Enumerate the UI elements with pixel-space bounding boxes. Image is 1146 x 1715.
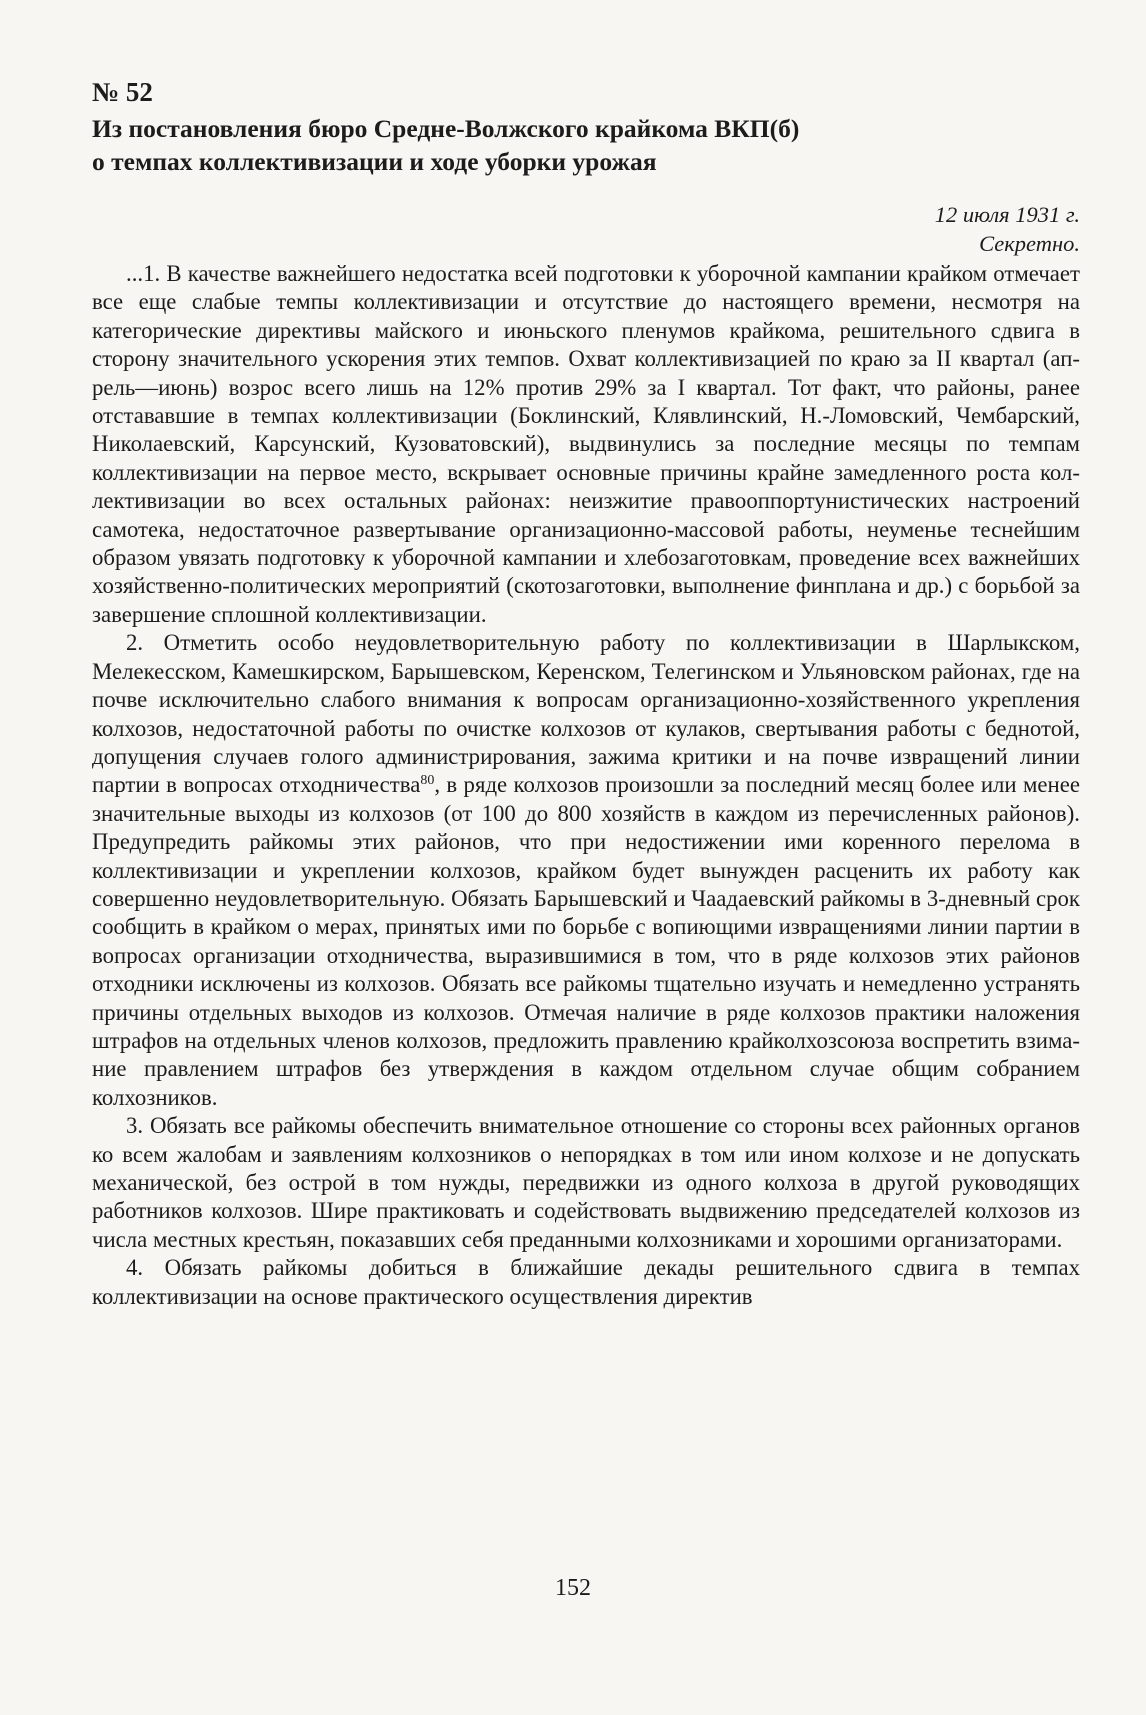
document-title bbox=[92, 112, 1080, 178]
paragraph-3: 3. Обязать все райкомы обеспечить внимательное отношение со стороны всех районных органов ко всем жалобам и заявлениям колхозников о непорядках в том или ином колхозе и не допускать механической, без острой в том нужды, передвижки из одного колхоза в другой руководящих работников колхозов. Шире практиковать и содействовать выдвижению председателей колхозов из числа местных крестьян, показавших себя преданными колхозниками и хорошими организаторами. bbox=[92, 1113, 1080, 1252]
page-number: 152 bbox=[555, 1575, 591, 1601]
paragraph-2-part-1: 2. Отметить особо неудовлетворительную работу по коллективизации в Шарлыкском, Мелекесском, Камешкирском, Барышевском, Керенском, Телегинском и Ульяновском районах, где на почве исключительно слабого внимания к вопросам организационно-хозяйственного укрепления колхозов, недостаточной работы по очистке колхозов от кулаков, свертывания работы с беднотой, допущения случаев голого администрирования, зажима критики и на почве извращений линии партии в вопросах отходничества bbox=[92, 630, 1080, 798]
document-page bbox=[92, 76, 1080, 1311]
document-number: № 52 bbox=[92, 77, 153, 107]
document-title-line-1: Из постановления бюро Средне-Волжского крайкома ВКП(б) bbox=[92, 114, 800, 143]
document-body bbox=[92, 260, 1080, 1311]
classification-label: Секретно. bbox=[979, 231, 1080, 256]
document-title-line-2: о темпах коллективизации и ходе уборки урожая bbox=[92, 147, 657, 176]
document-meta bbox=[92, 200, 1080, 258]
paragraph-4: 4. Обязать райкомы добиться в ближайшие декады решительного сдвига в темпах коллективизации на основе практического осуществления директив bbox=[92, 1255, 1080, 1309]
paragraph-2 bbox=[92, 629, 1080, 1112]
paragraph-1: ...1. В качестве важнейшего недостатка всей подготовки к уборочной кампании крайком отмечает все еще слабые темпы коллективизации и отсутствие до настоящего времени, несмотря на категорические директивы майского и июньского пленумов крайкома, решительного сдвига в сторону значительного ускорения этих темпов. Охват коллективизацией по краю за II квартал (апрель—июнь) возрос всего лишь на 12% против 29% за I квартал. Тот факт, что районы, ранее отстававшие в темпах коллективизации (Боклинский, Клявлинский, Н.-Ломовский, Чембарский, Николаевский, Карсунский, Кузоватовский), выдвинулись за последние месяцы по темпам коллективизации на первое место, вскрывает основные причины крайне замедленного роста коллективизации во всех остальных районах: неизжитие правооппортунистических настроений самотека, недостаточное развертывание организационно-массовой работы, неуменье теснейшим образом увязать подготовку к уборочной кампании и хлебозаготовкам, проведение всех важнейших хозяйственно-политических мероприятий (скотозаготовки, выполнение финплана и др.) с борьбой за завершение сплошной коллективизации. bbox=[92, 261, 1080, 627]
document-date: 12 июля 1931 г. bbox=[934, 202, 1080, 227]
footnote-marker: 80 bbox=[420, 773, 435, 789]
paragraph-2-part-2: , в ряде колхозов произошли за последний месяц более или менее значительные выходы из колхозов (от 100 до 800 хозяйств в каждом из перечисленных районов). Предупредить райкомы этих районов, что при недостижении ими коренного перелома в коллективизации и укреплении колхозов, крайком будет вынужден расценить их работу как совершенно неудовлетворительную. Обязать Барышевский и Чаадаевский райкомы в 3-дневный срок сообщить в крайком о мерах, принятых ими по борьбе с вопиющими извращениями линии партии в вопросах организации отходничества, выразившимися в том, что в ряде колхозов этих районов отходники исключены из колхозов. Обязать все райкомы тщательно изучать и немедленно устранять причины отдельных выходов из колхозов. Отмечая наличие в ряде колхозов практики наложения штрафов на отдельных членов колхозов, предложить правлению крайколхозсоюза воспретить взимание правлением штрафов без утверждения в каждом отдельном случае общим собранием колхозников. bbox=[92, 772, 1080, 1110]
